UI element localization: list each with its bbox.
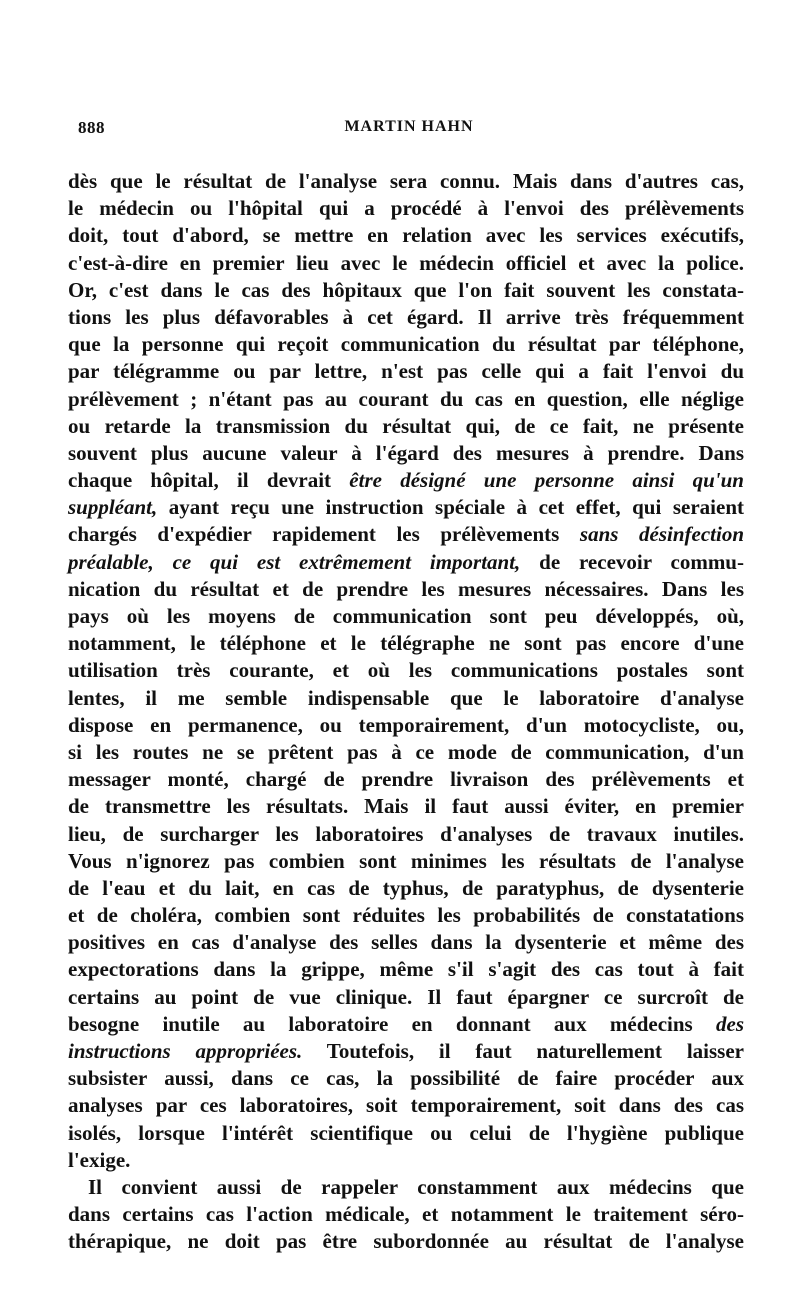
- text-run: pays où les moyens de communication sont peu développés, où,: [68, 604, 744, 628]
- text-run: certains au point de vue clinique. Il faut épargner ce surcroît de: [68, 984, 744, 1009]
- text-run: le médecin ou l'hôpital qui a procédé à l'envoi des prélèvements: [68, 196, 744, 221]
- text-line: [68, 1065, 744, 1092]
- text-line: [68, 1092, 744, 1119]
- text-run: nication du résultat et de prendre les mesures nécessaires. Dans les: [68, 576, 744, 601]
- text-line: [68, 1120, 744, 1147]
- text-line: [68, 1201, 744, 1228]
- body-text: [68, 168, 744, 1256]
- text-run: expectorations dans la grippe, même s'il s'agit des cas tout à fait: [68, 957, 744, 982]
- text-run: Or, c'est dans le cas des hôpitaux que l'on fait souvent les constata-: [68, 277, 744, 302]
- text-run: messager monté, chargé de prendre livraison des prélèvements et: [68, 767, 744, 792]
- text-line: [68, 793, 744, 820]
- text-run: doit, tout d'abord, se mettre en relation avec les services exécutifs,: [68, 223, 744, 248]
- text-line: [68, 494, 744, 521]
- text-run: l'exige.: [68, 1147, 131, 1172]
- italic-text: instructions appropriées.: [68, 1039, 303, 1063]
- text-line: [68, 222, 744, 249]
- text-run: isolés, lorsque l'intérêt scientifique ou celui de l'hygiène publique: [68, 1120, 744, 1145]
- text-line: [68, 549, 744, 576]
- text-run: chaque hôpital, il devrait: [68, 468, 350, 493]
- text-run: dans certains cas l'action médicale, et notamment le traitement séro-: [68, 1202, 744, 1227]
- text-run: subsister aussi, dans ce cas, la possibilité de faire procéder aux: [68, 1066, 744, 1091]
- text-run: thérapique, ne doit pas être subordonnée au résultat de l'analyse: [68, 1229, 744, 1254]
- text-run: utilisation très courante, et où les communications postales sont: [68, 658, 744, 683]
- text-run: de l'eau et du lait, en cas de typhus, de paratyphus, de dysenterie: [68, 875, 744, 900]
- text-run: et de choléra, combien sont réduites les probabilités de constatations: [68, 903, 744, 928]
- text-line: [68, 467, 744, 494]
- text-run: dès que le résultat de l'analyse sera connu. Mais dans d'autres cas,: [68, 169, 744, 193]
- text-run: lentes, il me semble indispensable que le laboratoire d'analyse: [68, 685, 744, 710]
- italic-text: des: [716, 1011, 744, 1036]
- text-line: [68, 685, 744, 712]
- text-line: [68, 848, 744, 875]
- text-run: Vous n'ignorez pas combien sont minimes les résultats de l'analyse: [68, 848, 744, 873]
- text-line: [68, 984, 744, 1011]
- text-line: [68, 304, 744, 331]
- text-run: ou retarde la transmission du résultat qui, de ce fait, ne présente: [68, 413, 744, 438]
- text-line: [68, 440, 744, 467]
- text-line: [68, 386, 744, 413]
- italic-text: préalable, ce qui est extrêmement important,: [68, 549, 521, 574]
- text-line: [68, 521, 744, 548]
- page-number: 888: [78, 118, 105, 137]
- text-line: [68, 576, 744, 603]
- text-run: de recevoir commu-: [520, 549, 744, 574]
- text-run: chargés d'expédier rapidement les prélèvements: [68, 522, 580, 547]
- text-line: [68, 902, 744, 929]
- text-line: [68, 1011, 744, 1038]
- text-run: ayant reçu une instruction spéciale à cet effet, qui seraient: [157, 495, 744, 520]
- text-run: Toutefois, il faut naturellement laisser: [302, 1039, 744, 1063]
- text-line: [68, 1174, 744, 1201]
- text-run: notamment, le téléphone et le télégraphe ne sont pas encore d'une: [68, 631, 744, 656]
- text-run: par télégramme ou par lettre, n'est pas celle qui a fait l'envoi du: [68, 359, 744, 384]
- italic-text: être désigné une personne ainsi qu'un: [349, 468, 744, 493]
- text-run: analyses par ces laboratoires, soit temporairement, soit dans des cas: [68, 1093, 744, 1118]
- text-line: [68, 603, 744, 630]
- text-line: [68, 956, 744, 983]
- italic-text: sans désinfection: [579, 522, 744, 547]
- running-head: MARTIN HAHN: [344, 118, 474, 135]
- text-line: [68, 630, 744, 657]
- text-run: dispose en permanence, ou temporairement, d'un motocycliste, ou,: [68, 712, 744, 737]
- text-line: [68, 875, 744, 902]
- text-line: [68, 1228, 744, 1255]
- text-run: prélèvement ; n'étant pas au courant du cas en question, elle néglige: [68, 386, 744, 411]
- text-run: c'est-à-dire en premier lieu avec le médecin officiel et avec la police.: [68, 250, 744, 275]
- text-line: [68, 331, 744, 358]
- text-line: [68, 250, 744, 277]
- text-line: [68, 358, 744, 385]
- text-line: [68, 821, 744, 848]
- text-run: positives en cas d'analyse des selles dans la dysenterie et même des: [68, 930, 744, 955]
- text-line: [68, 413, 744, 440]
- text-line: [68, 929, 744, 956]
- text-run: souvent plus aucune valeur à l'égard des mesures à prendre. Dans: [68, 440, 744, 465]
- text-run: Il convient aussi de rappeler constamment aux médecins que: [88, 1174, 744, 1199]
- text-run: tions les plus défavorables à cet égard. Il arrive très fréquemment: [68, 304, 744, 329]
- page-header: [78, 118, 740, 142]
- text-line: [68, 712, 744, 739]
- text-run: besogne inutile au laboratoire en donnant aux médecins: [68, 1011, 716, 1036]
- text-line: [68, 195, 744, 222]
- text-run: de transmettre les résultats. Mais il faut aussi éviter, en premier: [68, 794, 744, 819]
- text-run: que la personne qui reçoit communication du résultat par téléphone,: [68, 332, 744, 357]
- text-run: si les routes ne se prêtent pas à ce mode de communication, d'un: [68, 739, 744, 764]
- text-line: [68, 739, 744, 766]
- text-line: [68, 766, 744, 793]
- text-run: lieu, de surcharger les laboratoires d'analyses de travaux inutiles.: [68, 821, 744, 846]
- text-line: [68, 657, 744, 684]
- text-line: [68, 1038, 744, 1065]
- italic-text: suppléant,: [68, 495, 158, 520]
- text-line: [68, 168, 744, 195]
- text-line: [68, 1147, 744, 1174]
- text-line: [68, 277, 744, 304]
